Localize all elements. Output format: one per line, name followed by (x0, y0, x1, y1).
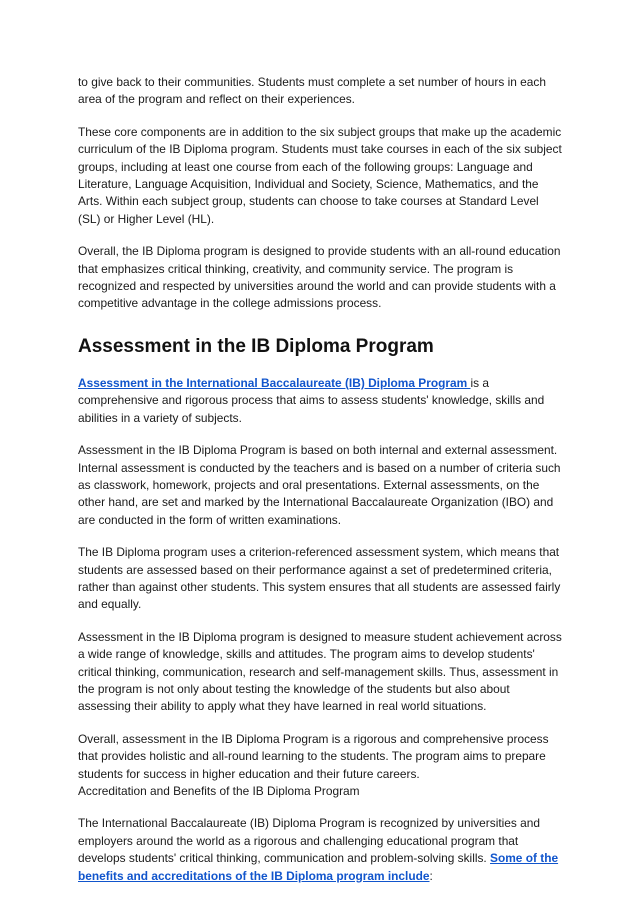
paragraph: Overall, the IB Diploma program is designed to provide students with an all-round education that emphasizes critical thinking, creativity, and community service. The program is recognized and respected by universities around the world and can provide students with a competitive advantage in the college admissions process. (78, 244, 561, 311)
paragraph: Assessment in the IB Diploma Program is based on both internal and external assessment. Internal assessment is conducted by the teachers and is based on a number of criteria such as classwork, homework, projects and oral presentations. External assessments, on the other hand, are set and marked by the International Baccalaureate Organization (IBO) and are conducted in the form of written examinations. (78, 443, 561, 527)
section-heading: Assessment in the IB Diploma Program (78, 335, 434, 357)
assessment-link[interactable]: Assessment in the International Baccalaureate (IB) Diploma Program (78, 375, 471, 390)
benefits-link[interactable]: Some of the benefits and accreditations of the IB Diploma program include (78, 851, 559, 883)
final-paragraph (78, 815, 562, 885)
lead-text: is a comprehensive and rigorous process that aims to assess students' knowledge, skills and abilities in a variety of subjects. (78, 375, 545, 425)
document-page (78, 74, 562, 900)
final-colon: : (429, 868, 433, 883)
paragraph: Overall, assessment in the IB Diploma Program is a rigorous and comprehensive process that provides holistic and all-round learning to the students. The program aims to prepare students for success in higher education and their future careers. (78, 731, 549, 781)
paragraph: to give back to their communities. Students must complete a set number of hours in each area of the program and reflect on their experiences. (78, 75, 546, 107)
paragraph: The IB Diploma program uses a criterion-referenced assessment system, which means that students are assessed based on their performance against a set of predetermined criteria, rather than against other students. This system ensures that all students are assessed fairly and equally. (78, 545, 561, 612)
paragraph: These core components are in addition to the six subject groups that make up the academic curriculum of the IB Diploma program. Students must take courses in each of the six subject groups, including at least one course from each of the following groups: Language and Literature, Language Acquisition, Individual and Society, Science, Mathematics, and the Arts. Within each subject group, students can choose to take courses at Standard Level (SL) or Higher Level (HL). (78, 124, 562, 226)
lead-paragraph (78, 375, 562, 427)
final-text: The International Baccalaureate (IB) Diploma Program is recognized by universities and employers around the world as a rigorous and challenging educational program that develops students' critical thinking, communication and problem-solving skills. (78, 816, 540, 866)
paragraph: Assessment in the IB Diploma program is designed to measure student achievement across a wide range of knowledge, skills and attitudes. The program aims to develop students' critical thinking, communication, research and self-management skills. Thus, assessment in the program is not only about testing the knowledge of the students but also about assessing their ability to apply what they have learned in real world situations. (78, 629, 562, 714)
subheading-line: Accreditation and Benefits of the IB Diploma Program (78, 784, 360, 798)
